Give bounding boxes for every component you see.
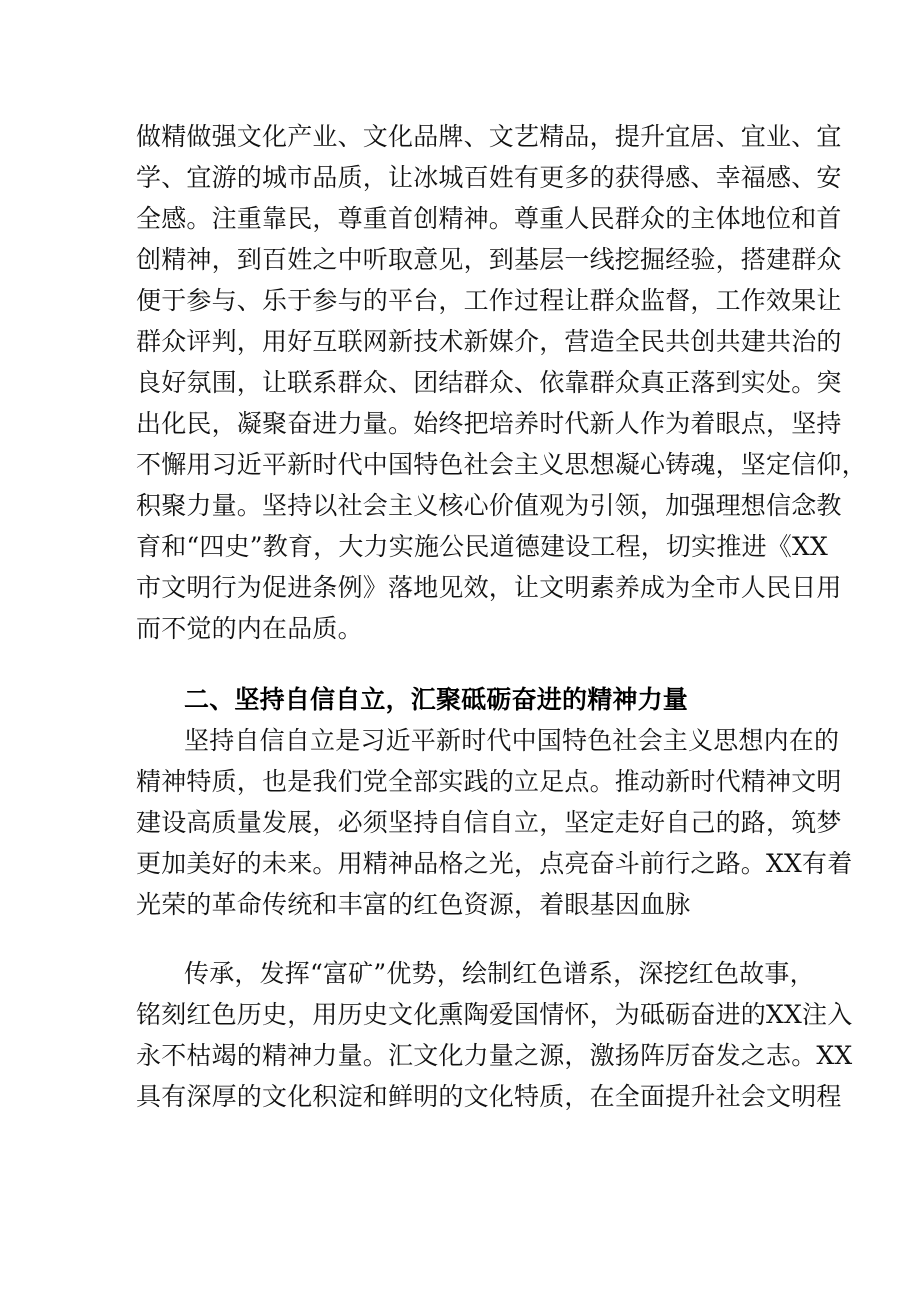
- text-line: 建设高质量发展，必须坚持自信自立，坚定走好自己的路，筑梦: [136, 808, 842, 837]
- text-line: 更加美好的未来。用精神品格之光，点亮奋斗前行之路。XX有着: [136, 849, 853, 878]
- text-line: 创精神，到百姓之中听取意见，到基层一线挖掘经验，搭建群众: [136, 245, 842, 274]
- section-heading: 二、坚持自信自立，汇聚砥砺奋进的精神力量: [184, 685, 689, 714]
- text-line: 传承，发挥“富矿”优势，绘制红色谱系，深挖红色故事，: [184, 959, 815, 988]
- text-line: 学、宜游的城市品质，让冰城百姓有更多的获得感、幸福感、安: [136, 163, 842, 192]
- text-line: 育和“四史”教育，大力实施公民道德建设工程，切实推进《XX: [136, 532, 828, 561]
- text-line: 具有深厚的文化积淀和鲜明的文化特质，在全面提升社会文明程: [136, 1082, 842, 1111]
- text-line: 坚持自信自立是习近平新时代中国特色社会主义思想内在的: [184, 726, 840, 755]
- text-line: 做精做强文化产业、文化品牌、文艺精品，提升宜居、宜业、宜: [136, 122, 842, 151]
- text-line: 永不枯竭的精神力量。汇文化力量之源，激扬阵厉奋发之志。XX: [136, 1041, 853, 1070]
- text-line: 良好氛围，让联系群众、团结群众、依靠群众真正落到实处。突: [136, 368, 842, 397]
- text-line: 光荣的革命传统和丰富的红色资源，着眼基因血脉: [136, 890, 691, 919]
- text-line: 积聚力量。坚持以社会主义核心价值观为引领，加强理想信念教: [136, 491, 842, 520]
- text-line: 精神特质，也是我们党全部实践的立足点。推动新时代精神文明: [136, 767, 842, 796]
- text-line: 群众评判，用好互联网新技术新媒介，营造全民共创共建共治的: [136, 327, 842, 356]
- text-line: 便于参与、乐于参与的平台，工作过程让群众监督，工作效果让: [136, 286, 842, 315]
- text-line: 市文明行为促进条例》落地见效，让文明素养成为全市人民日用: [136, 573, 842, 602]
- text-line: 全感。注重靠民，尊重首创精神。尊重人民群众的主体地位和首: [136, 204, 842, 233]
- text-line: 出化民，凝聚奋进力量。始终把培养时代新人作为着眼点，坚持: [136, 409, 842, 438]
- text-line: 铭刻红色历史，用历史文化熏陶爱国情怀，为砥砺奋进的XX注入: [136, 1000, 853, 1029]
- text-line: 不懈用习近平新时代中国特色社会主义思想凝心铸魂，坚定信仰，: [136, 450, 867, 479]
- text-line: 而不觉的内在品质。: [136, 614, 363, 643]
